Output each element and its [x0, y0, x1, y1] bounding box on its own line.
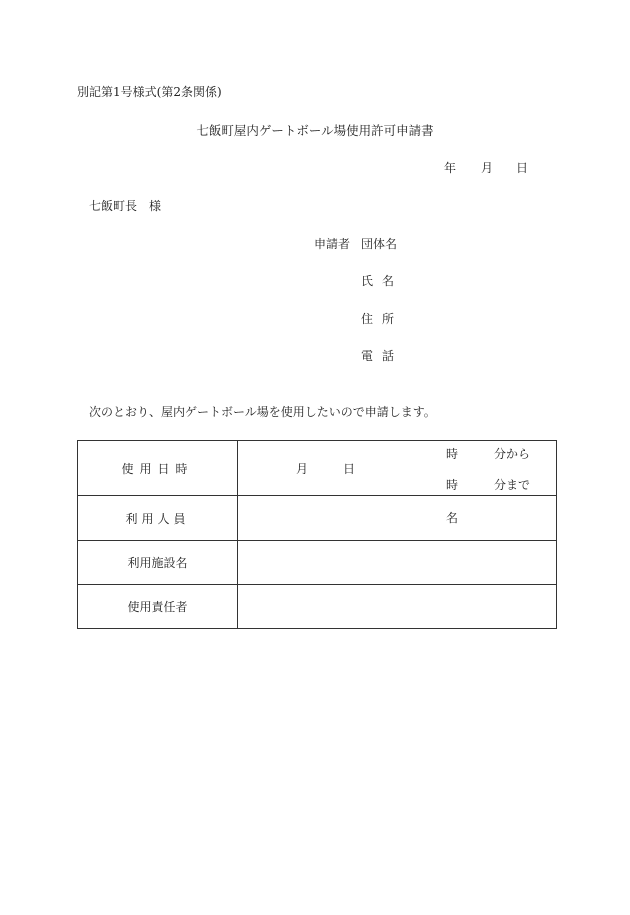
datetime-label-cell	[78, 441, 238, 496]
responsible-value-cell[interactable]	[238, 585, 557, 629]
datetime-month: 月	[296, 462, 309, 476]
datetime-day: 日	[343, 462, 356, 476]
table-row-responsible	[78, 585, 557, 629]
datetime-value-cell[interactable]	[238, 441, 557, 496]
date-day-label: 日	[516, 161, 529, 175]
usage-table	[77, 440, 557, 629]
facility-label: 利用施設名	[127, 556, 188, 570]
applicant-address-label: 住所	[361, 312, 404, 326]
document-title: 七飯町屋内ゲートボール場使用許可申請書	[196, 123, 434, 138]
users-label: 利用人員	[125, 511, 190, 526]
users-unit: 名	[446, 511, 459, 525]
group-name-label: 団体名	[361, 237, 398, 251]
addressee: 七飯町長 様	[89, 199, 162, 213]
facility-value-cell[interactable]	[238, 541, 557, 585]
datetime-minute-from: 分から	[494, 447, 531, 461]
table-row-users	[78, 496, 557, 541]
responsible-label: 使用責任者	[127, 600, 188, 614]
facility-label-cell	[78, 541, 238, 585]
applicant-name-label: 氏名	[361, 274, 404, 288]
date-month-label: 月	[481, 161, 494, 175]
table-row-datetime	[78, 441, 557, 496]
datetime-label: 使用日時	[121, 461, 194, 476]
form-number: 別記第1号様式(第2条関係)	[77, 85, 222, 99]
application-statement: 次のとおり、屋内ゲートボール場を使用したいので申請します。	[89, 405, 436, 419]
responsible-label-cell	[78, 585, 238, 629]
applicant-label: 申請者	[314, 237, 351, 251]
applicant-phone-label: 電話	[361, 349, 404, 363]
datetime-hour-to: 時	[446, 478, 459, 492]
table-row-facility	[78, 541, 557, 585]
date-year-label: 年	[444, 161, 457, 175]
datetime-minute-to: 分まで	[494, 478, 531, 492]
users-label-cell	[78, 496, 238, 541]
users-value-cell[interactable]	[238, 496, 557, 541]
datetime-hour-from: 時	[446, 447, 459, 461]
